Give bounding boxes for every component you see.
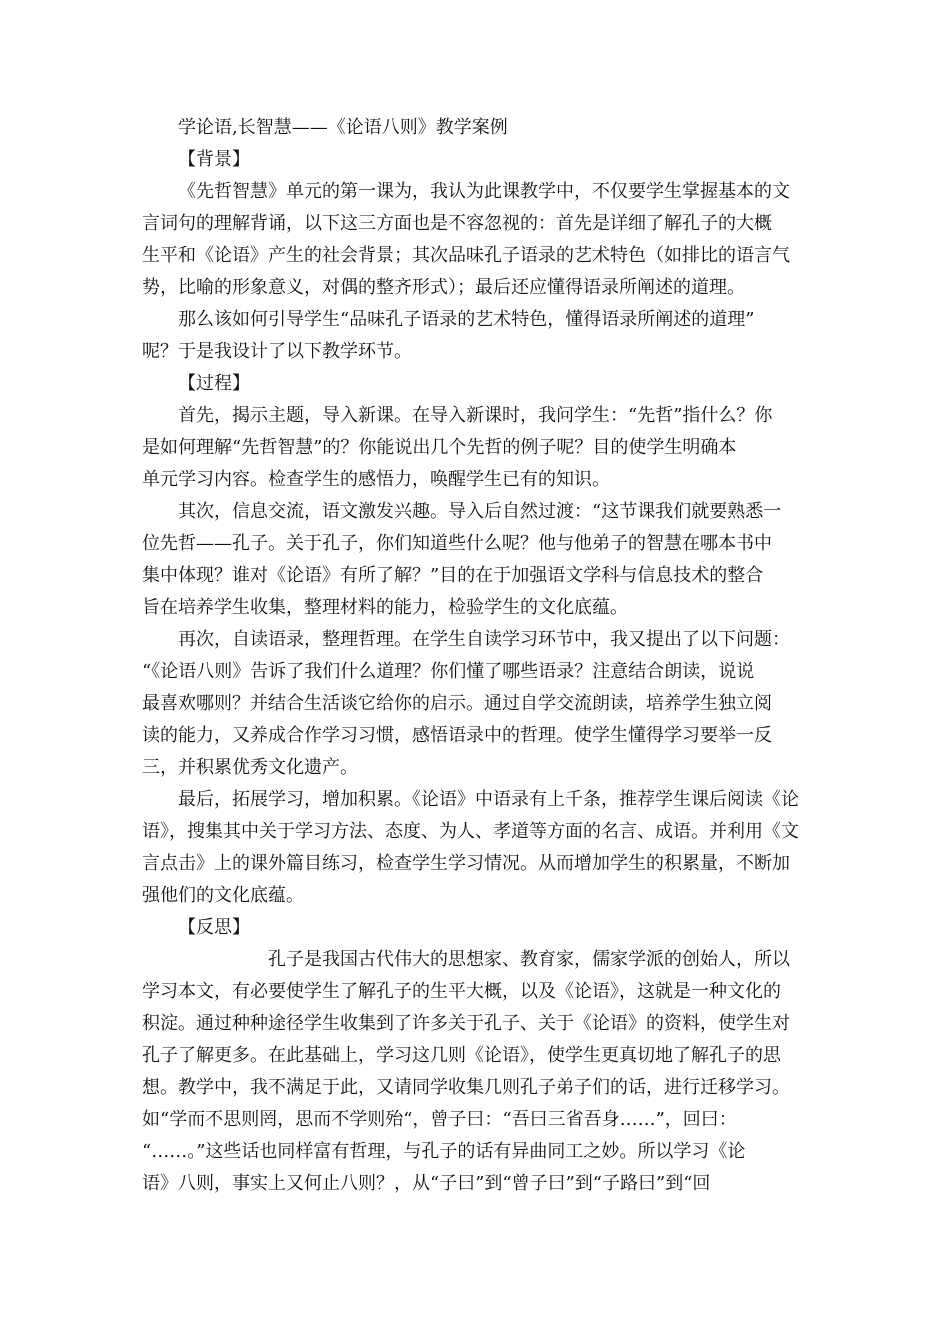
paragraph-line: 语》八则，事实上又何止八则？，从“子曰”到“曾子曰”到“子路曰”到“回 (142, 1173, 711, 1194)
paragraph-line: 呢？于是我设计了以下教学环节。 (142, 341, 412, 362)
paragraph-line: 单元学习内容。检查学生的感悟力，唤醒学生已有的知识。 (142, 469, 610, 490)
paragraph-line: 想。教学中，我不满足于此，又请同学收集几则孔子弟子们的话，进行迁移学习。 (142, 1077, 790, 1098)
paragraph-line: 强他们的文化底蕴。 (142, 885, 304, 906)
paragraph-line: 言点击》上的课外篇目练习，检查学生学习情况。从而增加学生的积累量，不断加 (142, 853, 790, 874)
paragraph-line: 那么该如何引导学生“品味孔子语录的艺术特色，懂得语录所阐述的道理” (178, 309, 755, 330)
paragraph-line: 最喜欢哪则？并结合生活谈它给你的启示。通过自学交流朗读，培养学生独立阅 (142, 693, 772, 714)
document-page (142, 112, 808, 1200)
paragraph-line: 语》，搜集其中关于学习方法、态度、为人、孝道等方面的名言、成语。并利用《文 (142, 821, 799, 842)
section-heading-reflection: 【反思】 (178, 917, 250, 938)
reflection-paragraph-1 (142, 944, 808, 1200)
paragraph-line: 旨在培养学生收集，整理材料的能力，检验学生的文化底蕴。 (142, 597, 628, 618)
paragraph-line: 是如何理解“先哲智慧”的？你能说出几个先哲的例子呢？目的使学生明确本 (142, 437, 737, 458)
paragraph-line: 学习本文，有必要使学生了解孔子的生平大概，以及《论语》，这就是一种文化的 (142, 981, 781, 1002)
process-paragraph-1 (142, 400, 808, 496)
section-heading-process: 【过程】 (178, 373, 250, 394)
background-paragraph-1 (142, 176, 808, 304)
section-heading-background: 【背景】 (178, 149, 250, 170)
paragraph-line: “……。”这些话也同样富有哲理，与孔子的话有异曲同工之妙。所以学习《论 (142, 1141, 746, 1162)
paragraph-line: 如“学而不思则罔，思而不学则殆“，曾子曰：“吾曰三省吾身……”，回曰： (142, 1109, 737, 1130)
paragraph-line: 位先哲——孔子。关于孔子，你们知道些什么呢？他与他弟子的智慧在哪本书中 (142, 533, 772, 554)
paragraph-line: 其次，信息交流，语文激发兴趣。导入后自然过渡：“这节课我们就要熟悉一 (178, 501, 782, 522)
process-paragraph-4 (142, 784, 808, 912)
paragraph-line: 三，并积累优秀文化遗产。 (142, 757, 358, 778)
paragraph-line: 孔子了解更多。在此基础上，学习这几则《论语》，使学生更真切地了解孔子的思 (142, 1045, 781, 1066)
paragraph-line: 积淀。通过种种途径学生收集到了许多关于孔子、关于《论语》的资料，使学生对 (142, 1013, 790, 1034)
background-paragraph-2 (142, 304, 808, 368)
paragraph-line: 读的能力，又养成合作学习习惯，感悟语录中的哲理。使学生懂得学习要举一反 (142, 725, 772, 746)
paragraph-line: 再次，自读语录，整理哲理。在学生自读学习环节中，我又提出了以下问题： (178, 629, 790, 650)
paragraph-line: “《论语八则》告诉了我们什么道理？你们懂了哪些语录？注意结合朗读，说说 (142, 661, 755, 682)
paragraph-line: 势，比喻的形象意义，对偶的整齐形式）；最后还应懂得语录所阐述的道理。 (142, 277, 745, 298)
paragraph-line: 集中体现？谁对《论语》有所了解？”目的在于加强语文学科与信息技术的整合 (142, 565, 764, 586)
process-paragraph-3 (142, 624, 808, 784)
paragraph-line: 生平和《论语》产生的社会背景；其次品味孔子语录的艺术特色（如排比的语言气 (142, 245, 790, 266)
paragraph-line: 首先，揭示主题，导入新课。在导入新课时，我问学生：“先哲”指什么？你 (178, 405, 773, 426)
paragraph-line: 《先哲智慧》单元的第一课为，我认为此课教学中，不仅要学生掌握基本的文 (178, 181, 790, 202)
paragraph-line: 言词句的理解背诵，以下这三方面也是不容忽视的：首先是详细了解孔子的大概 (142, 213, 772, 234)
process-paragraph-2 (142, 496, 808, 624)
paragraph-line: 孔子是我国古代伟大的思想家、教育家，儒家学派的创始人，所以 (268, 949, 790, 970)
document-title: 学论语,长智慧——《论语八则》教学案例 (178, 117, 508, 138)
paragraph-line: 最后，拓展学习，增加积累。《论语》中语录有上千条，推荐学生课后阅读《论 (178, 789, 799, 810)
